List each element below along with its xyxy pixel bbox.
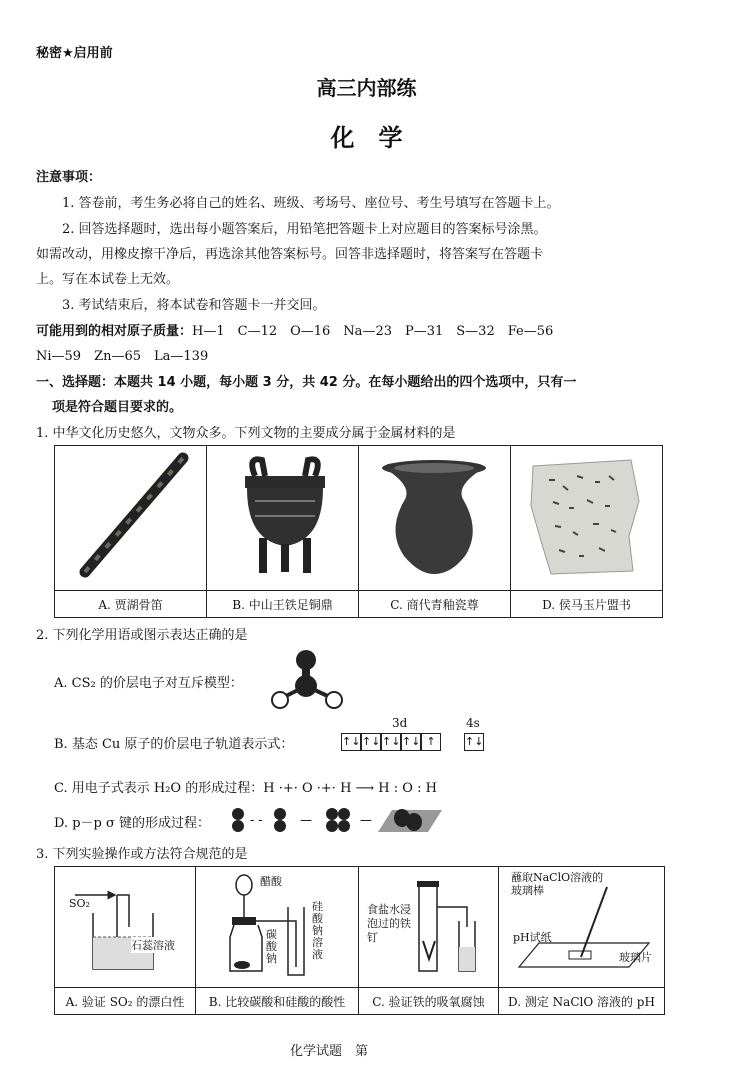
- notice-item-1: 1. 答卷前，考生务必将自己的姓名、班级、考场号、座位号、考生号填写在答题卡上。: [62, 196, 560, 211]
- q1-stem: 1. 中华文化历史悠久，文物众多。下列文物的主要成分属于金属材料的是: [36, 426, 456, 441]
- secret-mark: 秘密★启用前: [36, 46, 113, 61]
- orbital-box: ↑↓: [341, 733, 361, 751]
- q1-image-c: [359, 446, 511, 591]
- q2-option-a[interactable]: A. CS₂ 的价层电子对互斥模型：: [54, 676, 243, 691]
- q1-option-c[interactable]: C. 商代青釉瓷尊: [359, 591, 511, 618]
- notice-item-3: 3. 考试结束后，将本试卷和答题卡一并交回。: [62, 298, 326, 313]
- orbital-box: ↑↓: [464, 733, 484, 751]
- q2-option-c[interactable]: [54, 777, 437, 796]
- label-4s: 4s: [466, 716, 480, 730]
- label-litmus: 石蕊溶液: [131, 939, 175, 952]
- q2-stem: 2. 下列化学用语或图示表达正确的是: [36, 628, 248, 643]
- atomic-masses-line2: Ni—59 Zn—65 La—139: [36, 349, 209, 364]
- q1-option-a[interactable]: A. 贾湖骨笛: [55, 591, 207, 618]
- section-heading: 一、选择题：本题共 14 小题，每小题 3 分，共 42 分。在每小题给出的四个选项中，只有一: [36, 375, 577, 390]
- orbital-box: ↑: [421, 733, 441, 751]
- label-3d: 3d: [392, 716, 408, 730]
- svg-text:—: —: [360, 813, 372, 827]
- label-salted-nail: 食盐水浸泡过的铁钉: [367, 903, 411, 944]
- label-sodium-carbonate: 碳酸钠: [266, 928, 277, 965]
- exam-title: 高三内部练: [316, 76, 417, 100]
- label-acetic-acid: 醋酸: [260, 875, 282, 888]
- q1-option-d[interactable]: D. 侯马玉片盟书: [511, 591, 663, 618]
- notice-item-2-end: 上。写在本试卷上无效。: [36, 272, 180, 287]
- q1-image-a: [55, 446, 207, 591]
- label-glass-plate: 玻璃片: [619, 951, 652, 964]
- svg-text:- -: - -: [250, 813, 263, 827]
- notice-item-2-cont: 如需改动，用橡皮擦干净后，再选涂其他答案标号。回答非选择题时，将答案写在答题卡: [36, 247, 544, 262]
- q3-stem: 3. 下列实验操作或方法符合规范的是: [36, 847, 248, 862]
- orbital-4s-box: [464, 733, 484, 751]
- atomic-masses-label: 可能用到的相对原子质量：: [36, 324, 193, 339]
- q1-image-b: [207, 446, 359, 591]
- label-sodium-silicate: 硅酸钠溶液: [312, 900, 323, 961]
- label-ph-paper: pH试纸: [513, 931, 552, 944]
- q1-image-d: [511, 446, 663, 591]
- label-so2: SO₂: [69, 897, 90, 910]
- section-heading-cont: 项是符合题目要求的。: [52, 400, 183, 415]
- atomic-masses-line1: H—1 C—12 O—16 Na—23 P—31 S—32 Fe—56: [192, 324, 554, 339]
- q2-option-c-prefix: C. 用电子式表示 H₂O 的形成过程：: [54, 781, 264, 796]
- label-glass-rod: 蘸取NaClO溶液的玻璃棒: [511, 871, 604, 897]
- q3-image-b: [196, 867, 359, 988]
- svg-text:—: —: [300, 813, 312, 827]
- orbital-box: ↑↓: [401, 733, 421, 751]
- q3-option-c[interactable]: C. 验证铁的吸氧腐蚀: [359, 988, 499, 1015]
- subject-title: 化 学: [330, 123, 403, 152]
- orbital-box: ↑↓: [361, 733, 381, 751]
- h2o-electron-formula: H ·+· O ·+· H ⟶ H : O : H: [263, 781, 437, 796]
- cs2-vsepr-model: [268, 648, 348, 710]
- q3-image-a: [55, 867, 196, 988]
- q3-option-b[interactable]: B. 比较碳酸和硅酸的酸性: [196, 988, 359, 1015]
- page-footer: 化学试题 第: [290, 1044, 369, 1059]
- q1-table: [54, 445, 663, 618]
- q3-image-d: [499, 867, 665, 988]
- q2-option-b[interactable]: B. 基态 Cu 原子的价层电子轨道表示式：: [54, 737, 294, 752]
- notice-item-2: 2. 回答选择题时，选出每小题答案后，用铅笔把答题卡上对应题目的答案标号涂黑。: [62, 222, 547, 237]
- orbital-box: ↑↓: [381, 733, 401, 751]
- atomic-masses: [36, 320, 553, 339]
- notice-heading: 注意事项：: [36, 170, 102, 185]
- q3-image-c: [359, 867, 499, 988]
- orbital-3d-boxes: [341, 733, 441, 751]
- q2-option-d[interactable]: D. p－p σ 键的形成过程：: [54, 816, 211, 831]
- p-p-sigma-bond-diagram: [228, 804, 448, 836]
- q1-option-b[interactable]: B. 中山王铁足铜鼎: [207, 591, 359, 618]
- q3-option-a[interactable]: A. 验证 SO₂ 的漂白性: [55, 988, 196, 1015]
- q3-table: [54, 866, 665, 1015]
- q3-option-d[interactable]: D. 测定 NaClO 溶液的 pH: [499, 988, 665, 1015]
